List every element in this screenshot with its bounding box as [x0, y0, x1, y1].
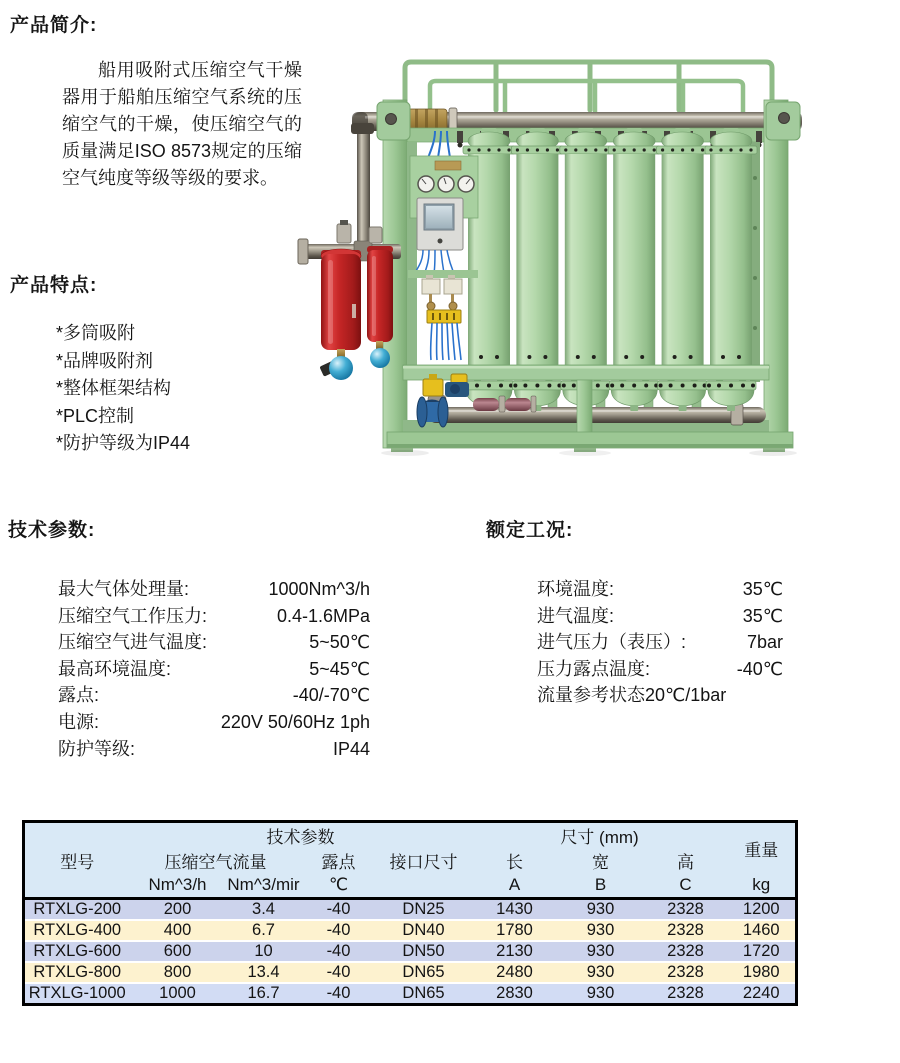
rated-conditions-list — [537, 576, 783, 709]
lifting-lug-left — [377, 102, 410, 140]
control-wires — [416, 250, 453, 273]
param-row: 防护等级: IP44 — [58, 738, 370, 759]
drain-ball-valve — [370, 348, 390, 368]
unit-flow-min: Nm^3/mir — [226, 873, 302, 899]
pressure-switch — [369, 227, 382, 243]
actuator-yellow — [423, 379, 443, 396]
unit-width: B — [558, 873, 644, 899]
pressure-gauges — [418, 176, 474, 192]
model-spec-table — [22, 820, 798, 1006]
unit-weight: kg — [728, 873, 797, 899]
tech-params-section-title: 技术参数: — [8, 520, 96, 541]
intro-paragraph: 船用吸附式压缩空气干燥器用于船舶压缩空气系统的压缩空气的干燥，使压缩空气的质量满足ISO 8573规定的压缩空气纯度等级等级的要求。 — [62, 60, 302, 188]
frame-upright-right — [764, 100, 788, 448]
red-filter-1 — [321, 249, 361, 350]
unit-height: C — [644, 873, 728, 899]
param-row: 最大气体处理量: 1000Nm^3/h — [58, 579, 370, 599]
lifting-lug-right — [766, 102, 800, 140]
group-dimensions: 尺寸 (mm) — [472, 822, 728, 849]
feature-item: *多筒吸附 — [56, 323, 136, 343]
param-row: 露点: -40/-70℃ — [58, 685, 370, 706]
top-railing-outer — [405, 62, 772, 110]
brass-valve — [449, 302, 457, 310]
tech-params-list — [58, 576, 370, 762]
table-units-row — [24, 873, 797, 899]
param-row: 环境温度: 35℃ — [537, 579, 783, 599]
maroon-pipe-segments — [473, 396, 536, 412]
base-frame — [381, 432, 797, 456]
col-height: 高 — [644, 848, 728, 873]
flow-reference-note: 流量参考状态20℃/1bar — [537, 685, 727, 706]
rated-conditions-section-title: 额定工况: — [486, 520, 574, 541]
param-row: 压缩空气进气温度: 5~50℃ — [58, 632, 370, 653]
table-group-header-row — [24, 822, 797, 849]
col-weight: 重量 — [728, 822, 797, 874]
control-panel — [408, 131, 478, 360]
red-filter-2 — [367, 246, 393, 342]
feature-item: *品牌吸附剂 — [56, 350, 154, 371]
group-tech-params: 技术参数 — [130, 822, 472, 849]
nameplate — [435, 161, 461, 170]
col-width: 宽 — [558, 848, 644, 873]
intro-section-title: 产品简介: — [10, 15, 98, 36]
param-row: 最高环境温度: 5~45℃ — [58, 658, 370, 679]
top-railing-inner — [430, 81, 743, 114]
table-row: RTXLG-800 800 13.4 -40 DN65 2480 930 2328 1980 — [24, 962, 797, 983]
unit-flow-h: Nm^3/h — [130, 873, 226, 899]
param-row: 进气温度: 35℃ — [537, 605, 783, 626]
unit-length: A — [472, 873, 558, 899]
col-length: 长 — [472, 848, 558, 873]
inlet-flange — [298, 239, 308, 264]
frame-crossbar — [408, 270, 478, 278]
features-list — [56, 320, 190, 458]
param-row: 进气压力（表压）: 7bar — [537, 632, 783, 653]
col-dewpoint: 露点 — [302, 848, 376, 873]
col-port-size: 接口尺寸 — [376, 848, 472, 873]
feature-item: *防护等级为IP44 — [56, 433, 191, 453]
table-header-row — [24, 848, 797, 873]
table-row: RTXLG-600 600 10 -40 DN50 2130 930 2328 1720 — [24, 941, 797, 962]
product-photo — [295, 38, 810, 460]
param-row: 压缩空气工作压力: 0.4-1.6MPa — [58, 605, 370, 626]
features-section-title: 产品特点: — [10, 275, 98, 296]
adsorption-cylinders — [463, 128, 757, 382]
table-row: RTXLG-200 200 3.4 -40 DN25 1430 930 2328 1200 — [24, 899, 797, 921]
feature-item: *PLC控制 — [56, 405, 135, 426]
solenoid-valve-box — [422, 279, 440, 294]
steel-downpipe — [357, 128, 370, 250]
param-row: 电源: 220V 50/60Hz 1ph — [58, 711, 370, 732]
col-flow: 压缩空气流量 — [130, 848, 302, 873]
center-post — [577, 380, 592, 434]
plc-control-box — [417, 198, 463, 250]
solenoid-valve-box — [444, 279, 462, 294]
drain-ball-valve — [329, 356, 353, 380]
feature-item: *整体框架结构 — [56, 378, 172, 398]
table-row: RTXLG-400 400 6.7 -40 DN40 1780 930 2328 1460 — [24, 920, 797, 941]
brass-valve — [427, 302, 435, 310]
unit-dew: ℃ — [302, 873, 376, 899]
param-row: 压力露点温度: -40℃ — [537, 658, 783, 679]
col-model: 型号 — [24, 848, 130, 873]
table-row: RTXLG-1000 1000 16.7 -40 DN65 2830 930 2328 2240 — [24, 983, 797, 1005]
pressure-switch — [337, 224, 351, 243]
wire-bundle — [431, 323, 461, 360]
